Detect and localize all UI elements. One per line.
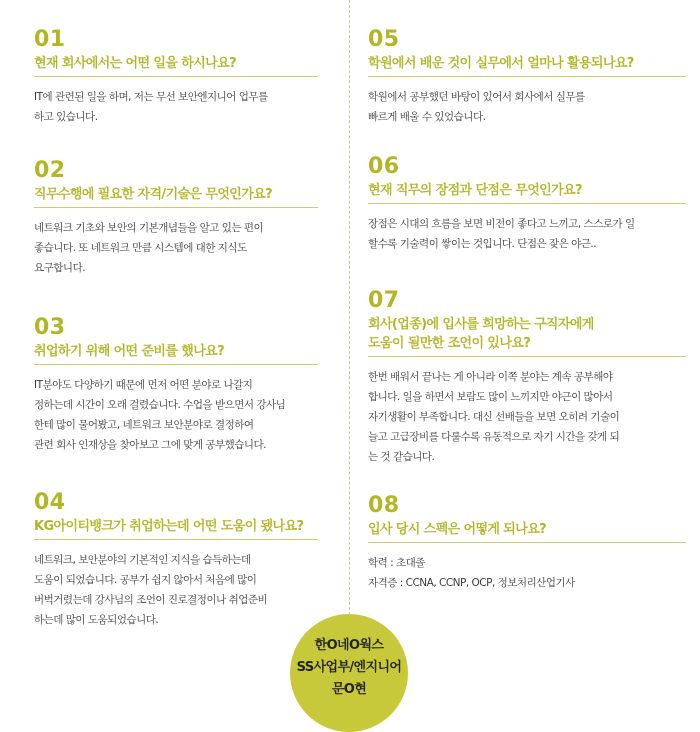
answer-line: 학원에서 공부했던 바탕이 있어서 회사에서 실무를: [368, 91, 585, 103]
answer-line: 좋습니다. 또 네트워크 만큼 시스템에 대한 지식도: [34, 242, 247, 254]
answer-line: 학력 : 초대졸: [368, 557, 425, 569]
answer-text: [368, 214, 686, 254]
answer-line: IT분야도 다양하기 때문에 먼저 어떤 분야로 나갈지: [34, 379, 253, 391]
answer-line: 장점은 시대의 흐름을 보면 비전이 좋다고 느끼고, 스스로가 일: [368, 218, 635, 230]
qa-item-03: [34, 316, 318, 455]
qa-item-05: [368, 28, 686, 127]
answer-line: 도움이 되었습니다. 공부가 쉽지 않아서 처음에 많이: [34, 574, 257, 586]
column-divider: [349, 0, 350, 640]
answer-text: [34, 218, 318, 278]
question-text: 직무수행에 필요한 자격/기술은 무엇인가요?: [34, 185, 318, 208]
answer-line: 자기생활이 부족합니다. 대신 선배들을 보면 오히려 기술이: [368, 411, 620, 423]
question-line: 도움이 될만한 조언이 있나요?: [368, 336, 531, 351]
qa-item-02: [34, 159, 318, 278]
question-text: 학원에서 배운 것이 실무에서 얼마나 활용되나요?: [368, 54, 686, 77]
answer-line: 네트워크, 보안분야의 기본적인 지식을 습득하는데: [34, 554, 251, 566]
qa-item-01: [34, 28, 318, 127]
answer-line: 는 것 같습니다.: [368, 451, 435, 463]
qa-item-06: [368, 155, 686, 254]
profile-badge: [290, 614, 408, 732]
answer-line: 한번 배워서 끝나는 게 아니라 이쪽 분야는 계속 공부해야: [368, 371, 613, 383]
answer-line: 합니다. 일을 하면서 보람도 많이 느끼지만 야근이 많아서: [368, 391, 613, 403]
answer-text: [368, 87, 686, 127]
question-number: 06: [368, 154, 400, 179]
answer-line: 관련 회사 인재상을 찾아보고 그에 맞게 공부했습니다.: [34, 439, 267, 451]
question-number: 05: [368, 27, 400, 52]
answer-line: 자격증 : CCNA, CCNP, OCP, 정보처리산업기사: [368, 577, 575, 589]
answer-line: 빠르게 배울 수 있었습니다.: [368, 111, 486, 123]
answer-line: 네트워크 기초와 보안의 기본개념들을 알고 있는 편이: [34, 222, 264, 234]
question-text: KG아이티뱅크가 취업하는데 어떤 도움이 됐나요?: [34, 517, 318, 540]
answer-line: 하는데 많이 도움되었습니다.: [34, 614, 159, 626]
answer-line: 한테 많이 물어봤고, 네트워크 보안분야로 결정하여: [34, 419, 254, 431]
answer-text: [368, 367, 686, 467]
profile-position: SS사업부/엔지니어: [296, 660, 402, 675]
qa-item-04: [34, 491, 318, 630]
answer-line: IT에 관련된 일을 하며, 저는 무선 보안엔지니어 업무를: [34, 91, 268, 103]
question-number: 04: [34, 490, 66, 515]
answer-text: [34, 375, 318, 455]
answer-line: 정하는데 시간이 오래 걸렸습니다. 수업을 받으면서 강사님: [34, 399, 286, 411]
answer-line: 할수록 기술력이 쌓이는 것입니다. 단점은 잦은 야근..: [368, 238, 597, 250]
question-line: 회사(업종)에 입사를 희망하는 구직자에게: [368, 317, 594, 332]
answer-line: 하고 있습니다.: [34, 111, 98, 123]
question-text: 현재 직무의 장점과 단점은 무엇인가요?: [368, 181, 686, 204]
answer-line: 요구합니다.: [34, 262, 86, 274]
question-text: 현재 회사에서는 어떤 일을 하시나요?: [34, 54, 318, 77]
question-number: 03: [34, 315, 66, 340]
answer-text: [34, 550, 318, 630]
answer-line: 늘고 고급장비를 다룰수록 유동적으로 자기 시간을 갖게 되: [368, 431, 620, 443]
question-text: 취업하기 위해 어떤 준비를 했나요?: [34, 342, 318, 365]
qa-item-07: [368, 289, 686, 467]
answer-text: [368, 553, 686, 593]
question-number: 01: [34, 27, 66, 52]
question-number: 02: [34, 158, 66, 183]
qa-item-08: [368, 494, 686, 593]
answer-text: [34, 87, 318, 127]
question-text: [368, 315, 686, 357]
answer-line: 버벅거렸는데 강사님의 조언이 진로결정이나 취업준비: [34, 594, 268, 606]
profile-company: 한O네O웍스: [314, 638, 384, 653]
question-number: 07: [368, 288, 400, 313]
question-number: 08: [368, 493, 400, 518]
profile-name: 문O현: [331, 682, 367, 697]
question-text: 입사 당시 스펙은 어떻게 되나요?: [368, 520, 686, 543]
